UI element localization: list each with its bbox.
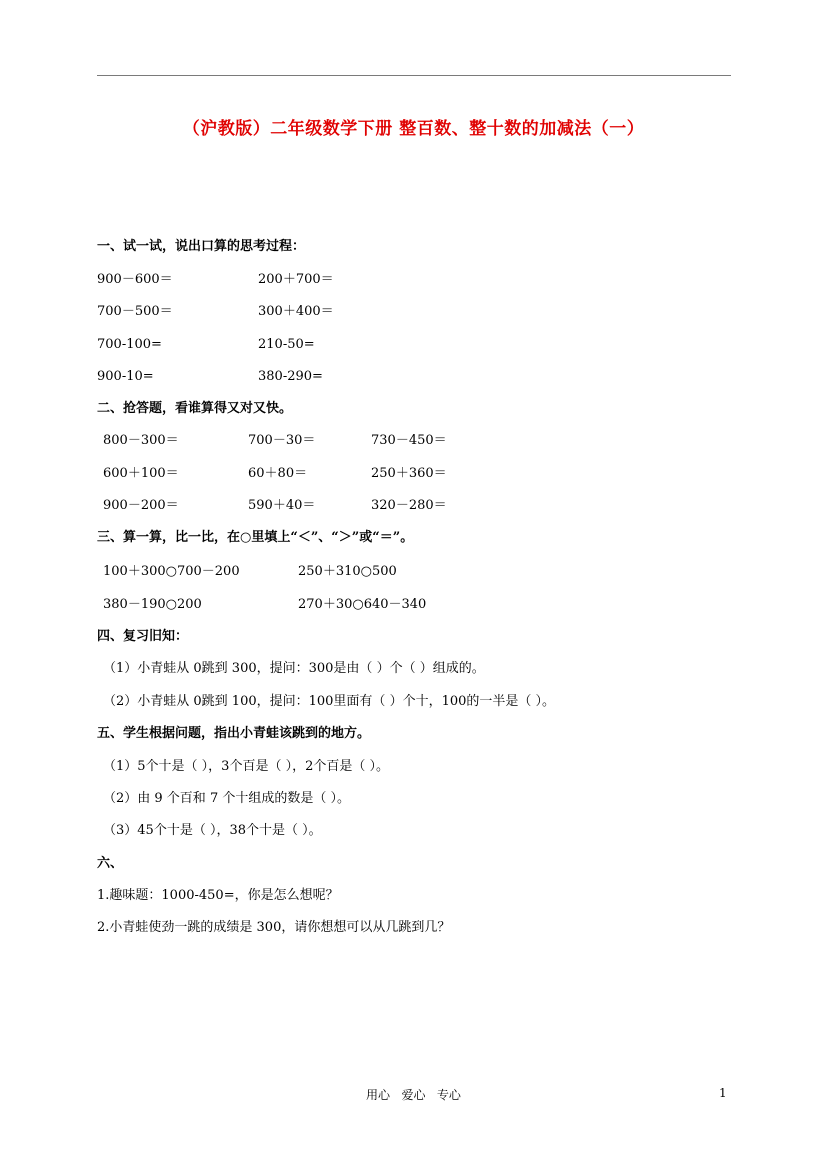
s5-item-2: （2）由 9 个百和 7 个十组成的数是（ ）。 xyxy=(103,791,350,806)
s3-row2-col2: 270＋30○640－340 xyxy=(298,597,427,612)
section-2-heading: 二、抢答题，看谁算得又对又快。 xyxy=(97,401,293,416)
s4-item-1: （1）小青蛙从 0跳到 300，提问：300是由（ ）个（ ）组成的。 xyxy=(103,661,485,676)
s2-row1-col1: 800－300＝ xyxy=(103,433,179,448)
page-number: 1 xyxy=(719,1086,727,1100)
s3-row1-col2: 250＋310○500 xyxy=(298,564,397,579)
s1-row4-col2: 380-290= xyxy=(258,369,323,384)
s1-row1-col1: 900－600＝ xyxy=(97,272,173,287)
s5-item-1: （1）5个十是（ ），3个百是（ ），2个百是（ ）。 xyxy=(103,759,389,774)
s1-row3-col2: 210-50= xyxy=(258,337,315,352)
header-rule xyxy=(97,75,731,76)
s2-row1-col3: 730－450＝ xyxy=(371,433,447,448)
s2-row2-col3: 250＋360＝ xyxy=(371,466,447,481)
s3-row1-col1: 100＋300○700－200 xyxy=(103,564,240,579)
page-footer: 用心 爱心 专心 xyxy=(366,1088,461,1102)
s1-row3-col1: 700-100= xyxy=(97,337,162,352)
section-3-heading: 三、算一算，比一比，在○里填上“＜”、“＞”或“＝”。 xyxy=(97,530,414,545)
s2-row3-col1: 900－200＝ xyxy=(103,498,179,513)
s1-row4-col1: 900-10= xyxy=(97,369,154,384)
s2-row2-col2: 60＋80＝ xyxy=(248,466,308,481)
s1-row2-col1: 700－500＝ xyxy=(97,304,173,319)
s1-row2-col2: 300＋400＝ xyxy=(258,304,334,319)
s2-row3-col3: 320－280＝ xyxy=(371,498,447,513)
s6-item-1: 1.趣味题：1000-450=，你是怎么想呢？ xyxy=(97,888,339,903)
s1-row1-col2: 200＋700＝ xyxy=(258,272,334,287)
section-6-heading: 六、 xyxy=(97,856,124,871)
s6-item-2: 2.小青蛙使劲一跳的成绩是 300，请你想想可以从几跳到几？ xyxy=(97,920,451,935)
section-5-heading: 五、学生根据问题，指出小青蛙该跳到的地方。 xyxy=(97,726,371,741)
section-4-heading: 四、复习旧知： xyxy=(97,629,189,644)
s3-row2-col1: 380－190○200 xyxy=(103,597,202,612)
s4-item-2: （2）小青蛙从 0跳到 100，提问：100里面有（ ）个十，100的一半是（ ）。 xyxy=(103,694,556,709)
s5-item-3: （3）45个十是（ ），38个十是（ ）。 xyxy=(103,823,322,838)
s2-row3-col2: 590＋40＝ xyxy=(248,498,316,513)
s2-row1-col2: 700－30＝ xyxy=(248,433,316,448)
section-1-heading: 一、试一试，说出口算的思考过程： xyxy=(97,239,306,254)
s2-row2-col1: 600＋100＝ xyxy=(103,466,179,481)
page-title: （沪教版）二年级数学下册 整百数、整十数的加减法（一） xyxy=(182,119,645,139)
